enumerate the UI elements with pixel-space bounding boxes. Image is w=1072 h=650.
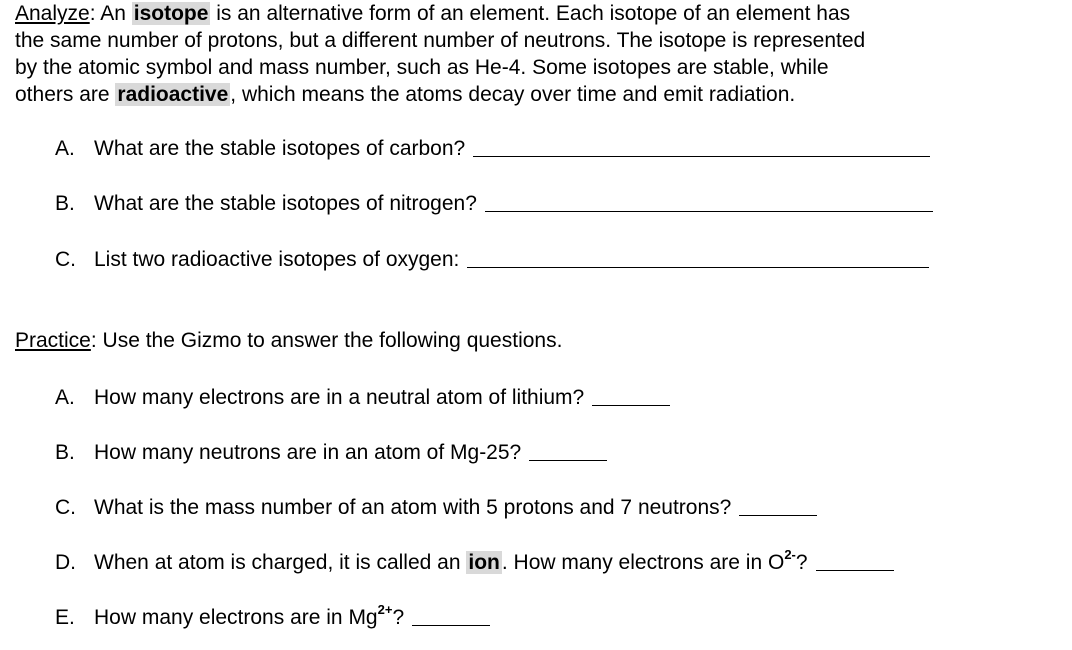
answer-blank[interactable] xyxy=(816,552,894,571)
answer-blank[interactable] xyxy=(739,497,817,516)
question-text: How many neutrons are in an atom of Mg-25? xyxy=(94,441,522,464)
analyze-line-4-post: , which means the atoms decay over time and emit radiation. xyxy=(230,83,796,106)
question-text: What are the stable isotopes of carbon? xyxy=(94,137,466,160)
charge-superscript: 2+ xyxy=(377,602,393,617)
question-text: List two radioactive isotopes of oxygen: xyxy=(94,248,460,271)
answer-blank[interactable] xyxy=(412,607,490,626)
practice-question-e xyxy=(55,604,490,631)
practice-question-c xyxy=(55,494,817,521)
analyze-line-1-pre: : An xyxy=(89,2,132,25)
analyze-paragraph xyxy=(15,0,1065,108)
analyze-line-1 xyxy=(15,0,1065,27)
answer-blank[interactable] xyxy=(473,138,930,157)
analyze-line-4-pre: others are xyxy=(15,83,116,106)
question-text-post: ? xyxy=(392,606,405,629)
analyze-line-3: by the atomic symbol and mass number, such as He-4. Some isotopes are stable, while xyxy=(15,56,829,79)
radioactive-term: radioactive xyxy=(117,83,229,106)
question-letter: B. xyxy=(55,192,75,215)
analyze-line-4 xyxy=(15,81,1065,108)
question-letter: B. xyxy=(55,441,75,464)
analyze-question-b xyxy=(55,190,933,217)
practice-question-b xyxy=(55,439,607,466)
question-text xyxy=(94,549,808,576)
practice-intro xyxy=(15,327,562,354)
answer-blank[interactable] xyxy=(592,387,670,406)
question-letter: A. xyxy=(55,137,75,160)
question-letter: A. xyxy=(55,386,75,409)
analyze-line-1-post: is an alternative form of an element. Each isotope of an element has xyxy=(210,2,851,25)
question-letter: E. xyxy=(55,606,75,629)
question-text: What is the mass number of an atom with 5 protons and 7 neutrons? xyxy=(94,496,732,519)
practice-heading: Practice xyxy=(15,329,91,352)
analyze-line-2: the same number of protons, but a different number of neutrons. The isotope is represented xyxy=(15,29,866,52)
question-text: What are the stable isotopes of nitrogen? xyxy=(94,192,477,215)
charge-superscript: 2- xyxy=(784,547,796,562)
question-letter: C. xyxy=(55,248,76,271)
practice-question-a xyxy=(55,384,670,411)
question-text-pre: How many electrons are in Mg xyxy=(94,606,378,629)
isotope-term: isotope xyxy=(133,2,209,25)
question-letter: D. xyxy=(55,551,76,574)
analyze-heading: Analyze xyxy=(15,2,90,25)
question-text-mid: . How many electrons are in O xyxy=(501,551,785,574)
analyze-question-c xyxy=(55,246,929,273)
practice-intro-text: : Use the Gizmo to answer the following questions. xyxy=(90,329,563,352)
answer-blank[interactable] xyxy=(485,193,933,212)
question-text-pre: When at atom is charged, it is called an xyxy=(94,551,467,574)
ion-term: ion xyxy=(468,551,500,574)
practice-question-d xyxy=(55,549,894,576)
question-text: How many electrons are in a neutral atom of lithium? xyxy=(94,386,585,409)
answer-blank[interactable] xyxy=(467,249,929,268)
question-text-post: ? xyxy=(795,551,808,574)
answer-blank[interactable] xyxy=(529,442,607,461)
analyze-question-a xyxy=(55,135,930,162)
question-letter: C. xyxy=(55,496,76,519)
question-text xyxy=(94,604,404,631)
